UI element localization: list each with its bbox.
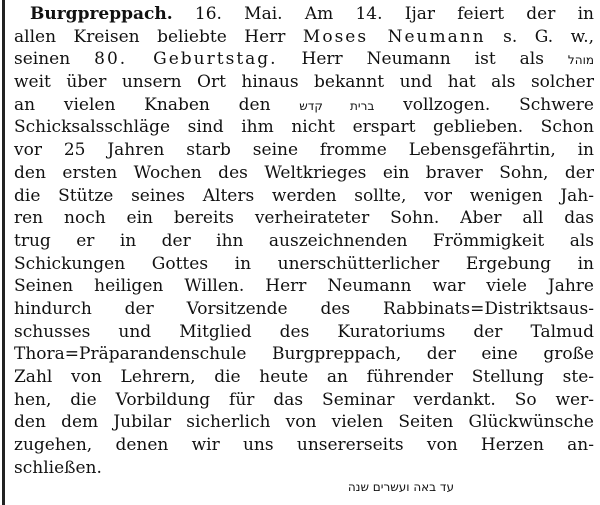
- article-line: Schickungen Gottes in unerschütterlicher Ergebung in: [14, 253, 594, 274]
- article-body: [14, 3, 594, 479]
- dateline-place: Burgpreppach.: [30, 4, 173, 24]
- article-line: schusses und Mitglied des Kuratoriums der Talmud: [14, 321, 594, 342]
- article-line: Zahl von Lehrern, die heute an führender Stellung ste-: [14, 367, 594, 387]
- person-name: Moses Neumann: [302, 26, 486, 47]
- article-line: Thora=Präparandenschule Burgpreppach, der eine große: [14, 344, 594, 365]
- article-line: schließen.: [14, 457, 102, 478]
- article-line: hindurch der Vorsitzende des Rabbinats=Distriktsaus-: [14, 298, 594, 319]
- article-line: die Stütze seines Alters werden sollte, vor wenigen Jah-: [14, 185, 594, 206]
- article-line: den ersten Wochen des Weltkrieges ein braver Sohn, der: [14, 162, 594, 183]
- article-line: zugehen, denen wir uns unsererseits von Herzen an-: [14, 435, 594, 456]
- article-line: Burgpreppach. 16. Mai. Am 14. Ijar feiert der in: [30, 4, 594, 24]
- hebrew-phrase: ברית קדש: [299, 98, 375, 113]
- article-line: den dem Jubilar sicherlich von vielen Seiten Glückwünsche: [14, 412, 594, 433]
- article-line: an vielen Knaben den ברית קדש vollzogen. Schwere: [14, 94, 594, 115]
- article-line: ren noch ein bereits verheirateter Sohn. Aber all das: [14, 208, 594, 229]
- article-line: seinen 80. Geburtstag. Herr Neumann ist als מוהל: [14, 49, 594, 70]
- article-line: Schicksalsschläge sind ihm nicht erspart geblieben. Schon: [14, 117, 594, 138]
- article-line: vor 25 Jahren starb seine fromme Lebensgefährtin, in: [14, 140, 594, 161]
- article-line: weit über unsern Ort hinaus bekannt und hat als solcher: [14, 72, 594, 93]
- article-line: Seinen heiligen Willen. Herr Neumann war viele Jahre: [14, 276, 594, 297]
- hebrew-closing-line: עד באה ועשרים שנה: [347, 480, 454, 494]
- emphasized-text: 80. Geburtstag.: [94, 49, 278, 70]
- article-line: allen Kreisen beliebte Herr Moses Neumann s. G. w.,: [14, 26, 595, 47]
- article-line: hen, die Vorbildung für das Seminar verdankt. So wer-: [14, 389, 594, 410]
- article-line: trug er in der ihn auszeichnenden Frömmigkeit als: [14, 230, 594, 251]
- column-rule: [2, 0, 5, 505]
- hebrew-word: מוהל: [567, 53, 594, 68]
